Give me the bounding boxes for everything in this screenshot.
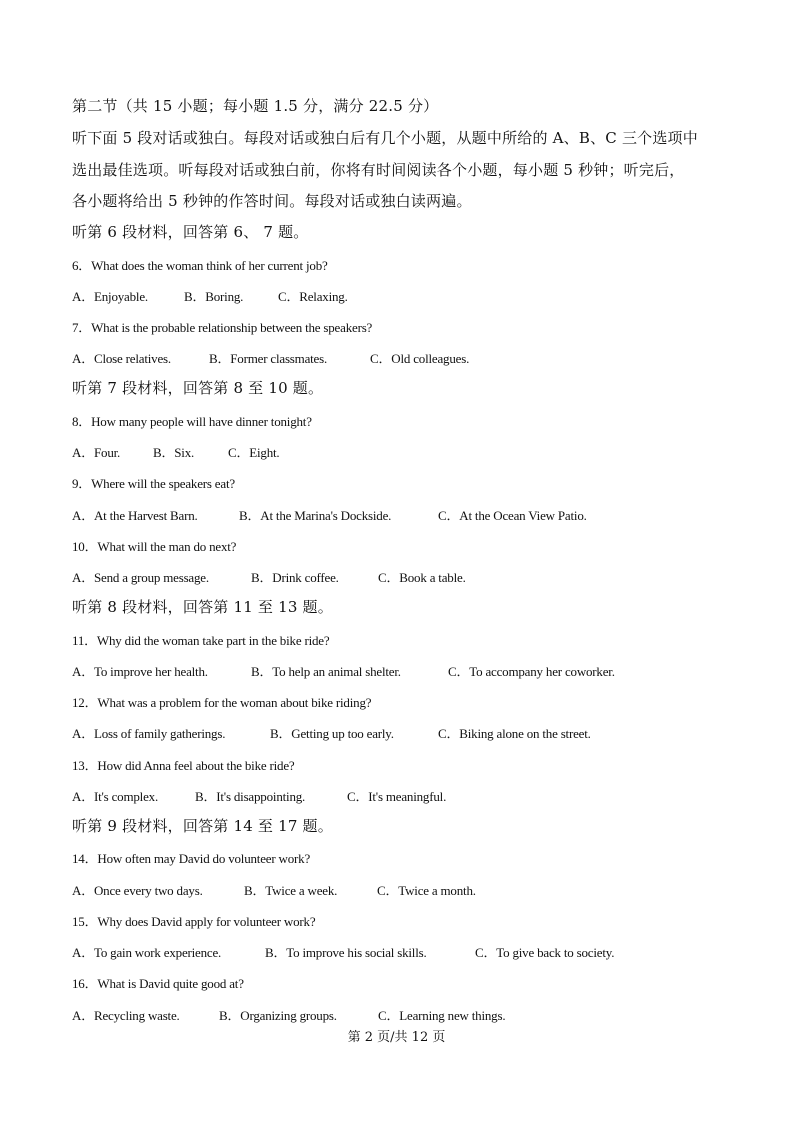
option-c: C．Eight.	[228, 445, 280, 460]
option-a: A．Send a group message.	[72, 570, 209, 585]
option-a: A．Once every two days.	[72, 883, 203, 898]
option-c: C．Biking alone on the street.	[438, 726, 591, 741]
option-c: C．Relaxing.	[278, 289, 348, 304]
option-c: C．It's meaningful.	[347, 789, 447, 804]
option-b: B．To help an animal shelter.	[251, 664, 401, 679]
option-c: C．To accompany her coworker.	[448, 664, 615, 679]
question-options	[72, 442, 280, 461]
instructions-line-3: 各小题将给出 5 秒钟的作答时间。每段对话或独白读两遍。	[72, 192, 472, 210]
option-a: A．Close relatives.	[72, 351, 171, 366]
option-c: C．To give back to society.	[475, 945, 615, 960]
question-stem: 10．What will the man do next?	[72, 539, 237, 554]
option-a: A．Enjoyable.	[72, 289, 148, 304]
section-title: 第二节（共 15 小题；每小题 1.5 分，满分 22.5 分）	[72, 97, 439, 115]
option-b: B．Drink coffee.	[251, 570, 339, 585]
option-b: B．Organizing groups.	[219, 1008, 337, 1023]
question-stem: 11．Why did the woman take part in the bike ride?	[72, 633, 330, 648]
group-header: 听第 8 段材料，回答第 11 至 13 题。	[72, 598, 333, 616]
option-a: A．Recycling waste.	[72, 1008, 180, 1023]
option-b: B．Getting up too early.	[270, 726, 394, 741]
option-b: B．It's disappointing.	[195, 789, 306, 804]
option-a: A．It's complex.	[72, 789, 158, 804]
option-b: B．Former classmates.	[209, 351, 328, 366]
option-c: C．Twice a month.	[377, 883, 476, 898]
option-c: C．Book a table.	[378, 570, 466, 585]
question-options	[72, 723, 591, 742]
question-options	[72, 348, 469, 367]
option-a: A．Four.	[72, 445, 121, 460]
question-options	[72, 786, 446, 805]
option-b: B．At the Marina's Dockside.	[239, 508, 392, 523]
option-a: A．Loss of family gatherings.	[72, 726, 226, 741]
option-b: B．Six.	[153, 445, 195, 460]
option-b: B．Boring.	[184, 289, 244, 304]
question-options	[72, 505, 587, 524]
question-stem: 6．What does the woman think of her current job?	[72, 258, 328, 273]
question-options	[72, 661, 615, 680]
option-a: A．To improve her health.	[72, 664, 208, 679]
instructions-line-1: 听下面 5 段对话或独白。每段对话或独白后有几个小题，从题中所给的 A、B、C 三个选项中	[72, 129, 698, 147]
question-stem: 16．What is David quite good at?	[72, 976, 244, 991]
option-c: C．Old colleagues.	[370, 351, 470, 366]
question-stem: 13．How did Anna feel about the bike ride?	[72, 758, 295, 773]
question-options	[72, 1005, 505, 1024]
question-stem: 15．Why does David apply for volunteer work?	[72, 914, 316, 929]
question-stem: 7．What is the probable relationship between the speakers?	[72, 320, 373, 335]
question-options	[72, 286, 348, 305]
question-stem: 12．What was a problem for the woman about bike riding?	[72, 695, 372, 710]
question-stem: 8．How many people will have dinner tonight?	[72, 414, 312, 429]
group-header: 听第 7 段材料，回答第 8 至 10 题。	[72, 379, 324, 397]
page-footer: 第 2 页/共 12 页	[347, 1030, 446, 1045]
group-header: 听第 9 段材料，回答第 14 至 17 题。	[72, 817, 333, 835]
instructions-line-2: 选出最佳选项。听每段对话或独白前，你将有时间阅读各个小题，每小题 5 秒钟；听完后，	[72, 161, 685, 179]
question-options	[72, 942, 614, 961]
option-b: B．To improve his social skills.	[265, 945, 427, 960]
option-b: B．Twice a week.	[244, 883, 338, 898]
question-options	[72, 880, 476, 899]
option-c: C．Learning new things.	[378, 1008, 506, 1023]
option-a: A．To gain work experience.	[72, 945, 222, 960]
question-stem: 9．Where will the speakers eat?	[72, 476, 235, 491]
question-stem: 14．How often may David do volunteer work?	[72, 851, 311, 866]
option-a: A．At the Harvest Barn.	[72, 508, 198, 523]
option-c: C．At the Ocean View Patio.	[438, 508, 587, 523]
question-options	[72, 567, 466, 586]
group-header: 听第 6 段材料，回答第 6、 7 题。	[72, 223, 309, 241]
